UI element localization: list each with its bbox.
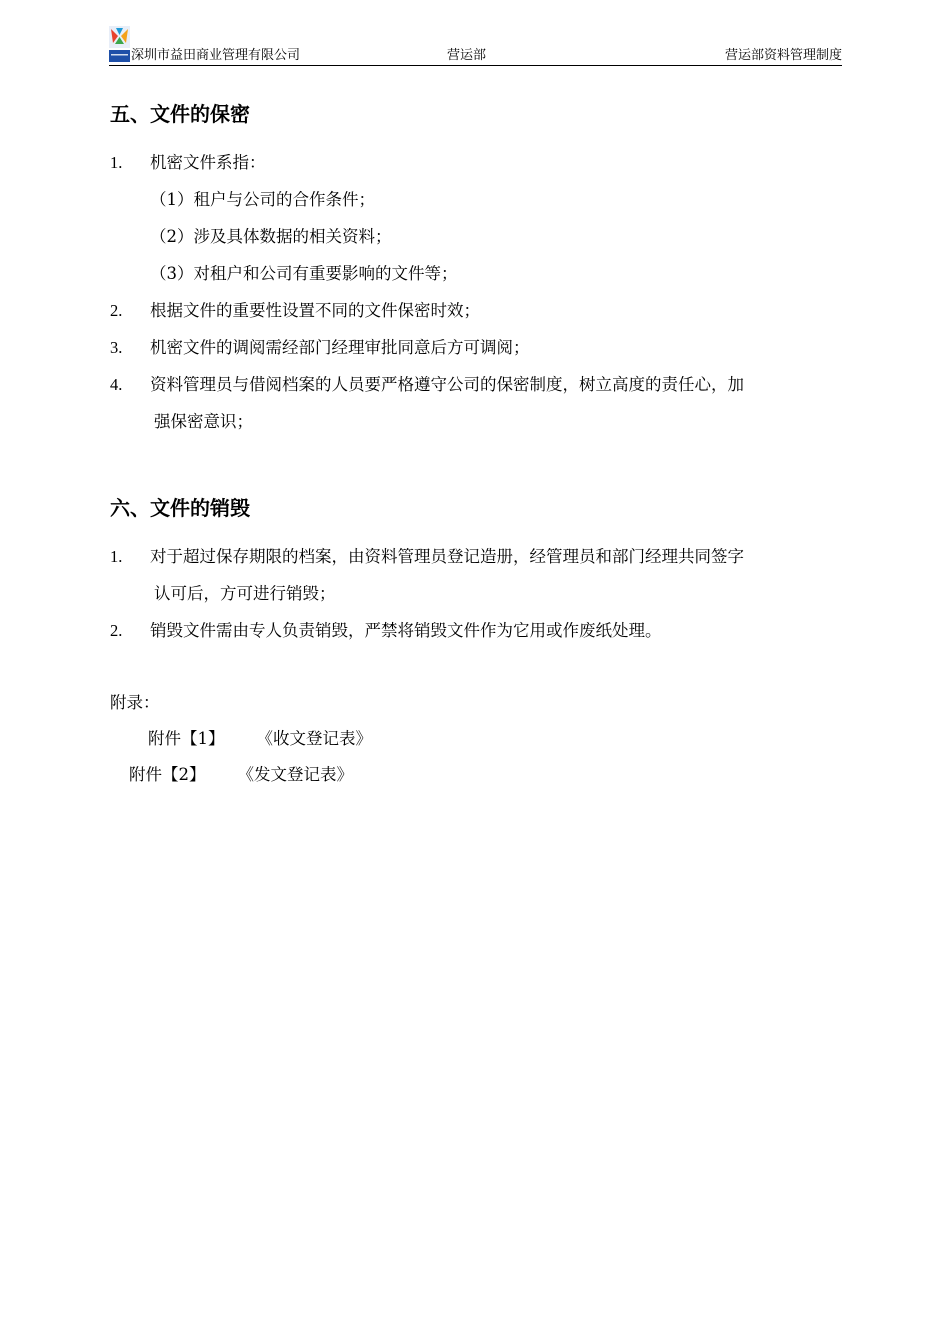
section-title: 五、文件的保密 [110, 102, 250, 126]
appendix-prefix: 附件【1】 [148, 729, 225, 748]
list-item [110, 538, 842, 612]
list-text-continuation: 认可后，方可进行销毁； [154, 584, 336, 603]
header-document-title: 营运部资料管理制度 [724, 48, 842, 63]
list-item [110, 292, 842, 329]
list-number: 1. [110, 547, 123, 566]
header-department: 营运部 [447, 48, 487, 63]
list-text: 销毁文件需由专人负责销毁，严禁将销毁文件作为它用或作废纸处理。 [150, 621, 662, 640]
list-item [110, 329, 842, 366]
appendix-document-name: 《发文登记表》 [237, 765, 353, 784]
sub-item: （2）涉及具体数据的相关资料； [150, 227, 392, 246]
appendix-prefix: 附件【2】 [129, 765, 206, 784]
numbered-list [110, 538, 842, 649]
list-item [110, 144, 842, 181]
page-header [109, 26, 842, 67]
list-number: 3. [110, 338, 123, 357]
sub-item: （3）对租户和公司有重要影响的文件等； [150, 264, 458, 283]
section-confidentiality [110, 96, 842, 440]
appendix-document-name: 《收文登记表》 [256, 729, 372, 748]
header-rule [109, 65, 842, 66]
company-logo-icon [109, 26, 130, 62]
list-text: 机密文件系指： [150, 153, 266, 172]
appendix-label: 附录： [110, 693, 160, 712]
document-body [110, 96, 842, 793]
list-item [110, 366, 842, 440]
list-text-continuation: 强保密意识； [154, 412, 253, 431]
list-number: 1. [110, 153, 123, 172]
list-text: 根据文件的重要性设置不同的文件保密时效； [150, 301, 480, 320]
appendix-item [110, 757, 842, 793]
header-company: 深圳市益田商业管理有限公司 [131, 48, 301, 63]
list-number: 2. [110, 301, 123, 320]
appendix-item [110, 721, 842, 757]
section-title: 六、文件的销毁 [110, 496, 250, 520]
list-text: 对于超过保存期限的档案，由资料管理员登记造册，经管理员和部门经理共同签字 [150, 547, 744, 566]
numbered-list [110, 144, 842, 440]
list-number: 4. [110, 375, 123, 394]
list-number: 2. [110, 621, 123, 640]
list-item [110, 612, 842, 649]
list-text: 资料管理员与借阅档案的人员要严格遵守公司的保密制度，树立高度的责任心，加 [150, 375, 744, 394]
list-text: 机密文件的调阅需经部门经理审批同意后方可调阅； [150, 338, 530, 357]
sub-item: （1）租户与公司的合作条件； [150, 190, 375, 209]
section-destruction [110, 490, 842, 649]
appendix [110, 685, 842, 793]
